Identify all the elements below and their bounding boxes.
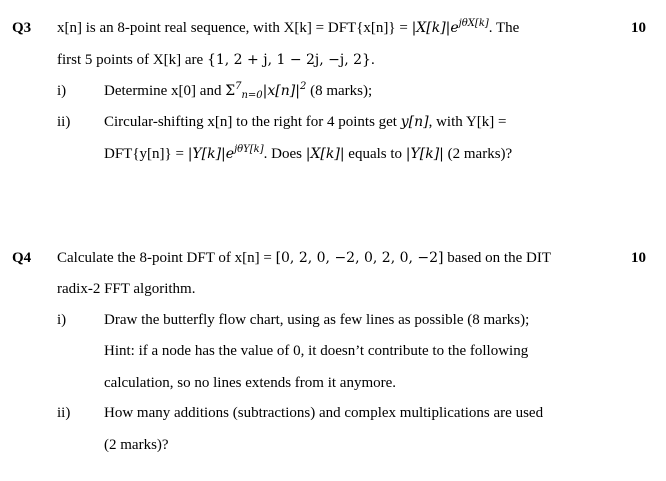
q3-intro-line1-end: . The [488,20,520,36]
q3-subquestion-i-numeral: i) [57,83,67,99]
q4-subquestion-ii-line2: (2 marks)? [104,437,169,453]
q3-sub-ii-line2-superscript: jθY[k] [234,144,264,155]
q3-sub-i-math: |x[n]| [262,83,300,99]
q4-intro-line1-end: based on the DIT [443,250,551,266]
q4-subquestion-i-numeral: i) [57,312,67,328]
q4-intro-line1 [57,249,551,267]
q3-intro-line2 [57,51,375,69]
q3-sub-ii-line2-mid: . Does [263,146,306,162]
q3-intro-line1-math: |X[k]|e [411,20,459,36]
q3-sub-ii-line2-math3: |Y[k]| [405,146,444,162]
q3-subquestion-ii-line2 [104,145,512,163]
q3-sub-ii-line2-math2: |X[k]| [305,146,345,162]
q4-subquestion-ii-numeral: ii) [57,405,71,421]
q3-sub-i-sum-symbol: Σ [225,83,236,99]
q4-intro-line1-text: Calculate the 8-point DFT of x[n] = [57,250,276,266]
q3-subquestion-ii-line1 [104,113,507,131]
question-number-q3: Q3 [12,20,32,36]
q3-subquestion-i [104,82,372,100]
q4-intro-line1-math: [0, 2, 0, −2, 0, 2, 0, −2] [275,250,444,266]
q3-subquestion-ii-numeral: ii) [57,114,71,130]
q3-sub-ii-line2-mid2: equals to [344,146,406,162]
q3-intro-line1-text: x[n] is an 8-point real sequence, with X[k] = DFT{x[n]} = [57,20,412,36]
question-marks-q4: 10 [631,250,646,266]
q3-sub-i-sum-upper: 7 [235,81,242,92]
q3-sub-i-math-exponent: 2 [299,81,307,92]
q3-intro-line1-superscript: jθX[k] [458,18,489,29]
q3-intro-line2-text: first 5 points of X[k] are [57,52,207,68]
q3-sub-ii-line2-text: DFT{y[n]} = [104,146,188,162]
q3-intro-line1 [57,19,519,37]
q3-sub-ii-line1-end: , with Y[k] = [428,114,507,130]
question-marks-q3: 10 [631,20,646,36]
q3-sub-ii-line1-math: y[n] [400,114,429,130]
q4-subquestion-ii-line1: How many additions (subtractions) and complex multiplications are used [104,405,544,421]
q3-sub-ii-line1-text: Circular-shifting x[n] to the right for 4 points get [104,114,401,130]
q3-sub-ii-line2-end: (2 marks)? [443,146,513,162]
q3-intro-line2-math: {1, 2 + j, 1 − 2j, −j, 2} [206,52,371,68]
q3-sub-i-text: Determine x[0] and [104,83,226,99]
q3-sub-i-sum-lower: n=0 [241,90,263,101]
q3-sub-i-end: (8 marks); [306,83,373,99]
q4-intro-line2: radix-2 FFT algorithm. [57,281,196,297]
q4-subquestion-i-line2: Hint: if a node has the value of 0, it doesn’t contribute to the following [104,343,529,359]
question-number-q4: Q4 [12,250,32,266]
q3-sub-ii-line2-math: |Y[k]|e [187,146,235,162]
q4-subquestion-i-line1: Draw the butterfly flow chart, using as few lines as possible (8 marks); [104,312,530,328]
q3-intro-line2-end: . [370,52,375,68]
q4-subquestion-i-line3: calculation, so no lines extends from it anymore. [104,375,397,391]
